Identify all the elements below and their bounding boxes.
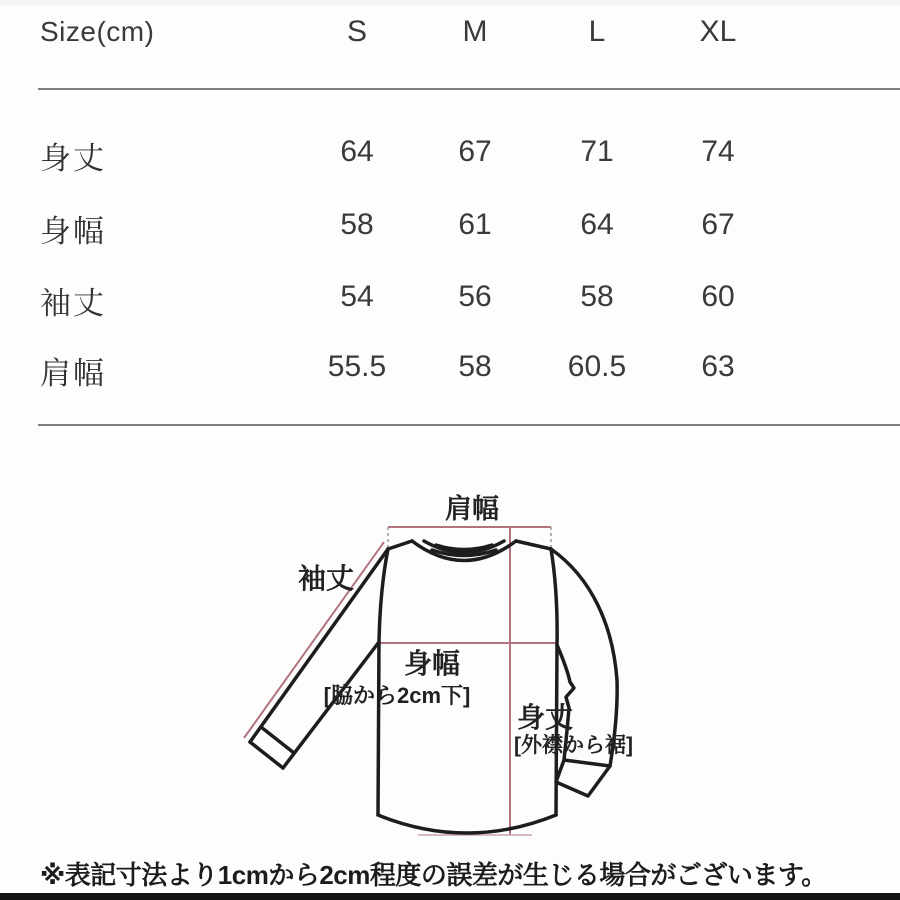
table-top-divider <box>38 88 900 90</box>
measure-lines <box>244 527 557 835</box>
bottom-black-bar <box>0 893 900 900</box>
column-header-m: M <box>462 15 488 48</box>
table-title: Size(cm) <box>40 16 155 47</box>
column-header-s: S <box>346 15 368 48</box>
body-right-edge <box>551 549 557 815</box>
row-label: 肩幅 <box>40 356 106 391</box>
cell-value: 64 <box>340 135 374 168</box>
cell-value: 58 <box>458 350 492 383</box>
table-row-sleeve-length <box>0 278 900 321</box>
row-label: 袖丈 <box>40 286 106 321</box>
cell-value: 67 <box>458 135 492 168</box>
body-left-edge <box>378 549 388 815</box>
shoulder-width-label: 肩幅 <box>445 494 499 524</box>
table-bottom-divider <box>38 424 900 426</box>
cell-value: 58 <box>580 280 614 313</box>
cell-value: 67 <box>701 208 735 241</box>
tolerance-note: ※表記寸法より1cmから2cm程度の誤差が生じる場合がございます。 <box>40 860 827 890</box>
cell-value: 61 <box>458 208 492 241</box>
body-length-label: 身丈 <box>517 702 574 733</box>
dotted-guides <box>388 527 551 551</box>
table-row-body-length <box>0 133 900 176</box>
column-header-l: L <box>588 15 606 48</box>
body-length-note-label: [外襟から裾] <box>514 734 633 757</box>
cell-value: 60 <box>701 280 735 313</box>
cell-value: 56 <box>458 280 492 313</box>
top-edge-strip <box>0 0 900 6</box>
table-row-shoulder-width <box>0 348 900 391</box>
column-header-xl: XL <box>699 15 737 48</box>
table-row-body-width <box>0 206 900 249</box>
cell-value: 54 <box>340 280 374 313</box>
cell-value: 64 <box>580 208 614 241</box>
sleeve-length-label: 袖丈 <box>297 563 355 594</box>
cell-value: 58 <box>340 208 374 241</box>
right-cuff <box>556 760 610 796</box>
left-shoulder-seam <box>388 541 412 549</box>
right-shoulder-seam <box>516 541 551 549</box>
cell-value: 63 <box>701 350 735 383</box>
cell-value: 55.5 <box>327 350 387 383</box>
hem-curve <box>378 815 556 833</box>
shirt-diagram-svg <box>0 430 900 890</box>
body-width-note-label: [脇から2cm下] <box>323 683 471 708</box>
cell-value: 74 <box>701 135 735 168</box>
left-sleeve-end <box>250 742 283 768</box>
left-cuff-line <box>261 727 294 753</box>
back-collar-line-1 <box>436 545 492 550</box>
cell-value: 60.5 <box>567 350 627 383</box>
cell-value: 71 <box>580 135 614 168</box>
shirt-measurement-diagram <box>0 430 900 890</box>
diagram-labels <box>298 493 633 757</box>
body-width-label: 身幅 <box>403 648 461 679</box>
row-label: 身丈 <box>40 141 106 176</box>
row-label: 身幅 <box>40 214 106 249</box>
